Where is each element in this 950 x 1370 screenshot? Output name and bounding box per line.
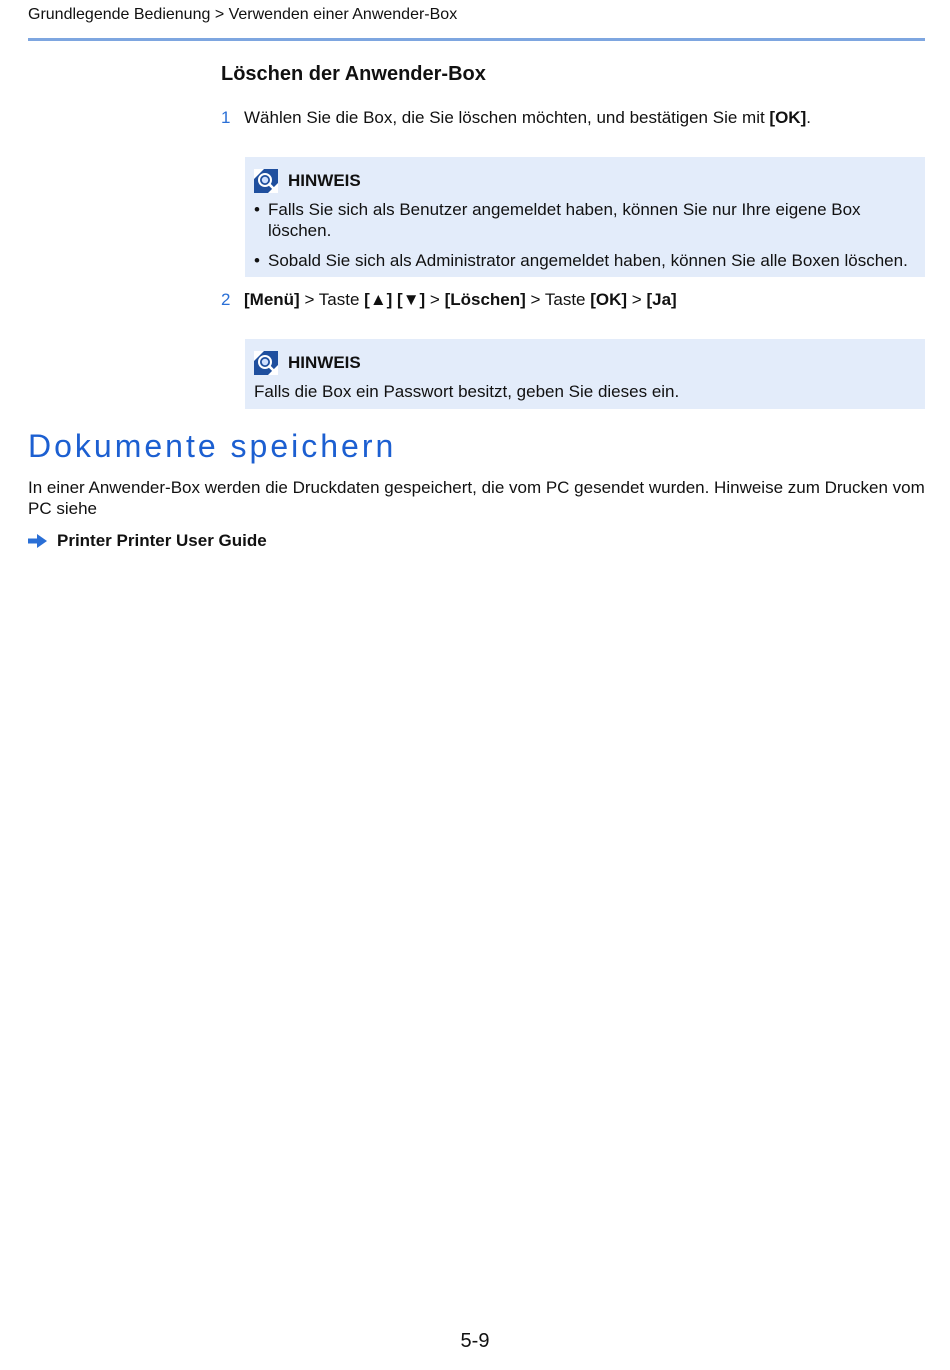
header-divider: [28, 38, 925, 41]
note-magnifier-icon: [254, 351, 278, 375]
reference-link[interactable]: [28, 531, 267, 551]
note-item: • Falls Sie sich als Benutzer angemeldet haben, können Sie nur Ihre eigene Box löschen.: [254, 199, 915, 241]
note-heading: [254, 351, 915, 375]
arrow-right-icon: [28, 534, 47, 548]
step-text: Wählen Sie die Box, die Sie löschen möchten, und bestätigen Sie mit: [244, 108, 770, 127]
section-title: Löschen der Anwender-Box: [221, 63, 486, 85]
step-text: > Taste: [299, 290, 365, 309]
reference-label: Printer Printer User Guide: [57, 531, 267, 550]
key-up: [▲]: [364, 290, 393, 309]
breadcrumb: Grundlegende Bedienung > Verwenden einer Anwender-Box: [28, 6, 458, 23]
note-item: • Sobald Sie sich als Administrator angemeldet haben, können Sie alle Boxen löschen.: [254, 250, 915, 271]
note-box: [245, 339, 925, 409]
note-magnifier-icon: [254, 169, 278, 193]
key-menu: [Menü]: [244, 290, 300, 309]
note-text: Falls die Box ein Passwort besitzt, geben Sie dieses ein.: [254, 382, 680, 401]
key-ok: [OK]: [590, 290, 628, 309]
step-1: [221, 108, 811, 128]
step-2: [221, 290, 677, 310]
key-delete: [Löschen]: [444, 290, 526, 309]
key-yes: [Ja]: [646, 290, 677, 309]
step-text: > Taste: [525, 290, 591, 309]
step-text: >: [425, 290, 445, 309]
note-list: [254, 199, 915, 271]
step-text-end: .: [806, 108, 811, 127]
step-number: 2: [221, 290, 231, 309]
page-number: 5-9: [460, 1330, 490, 1352]
chapter-title: Dokumente speichern: [28, 428, 397, 464]
note-heading: [254, 169, 915, 193]
step-number: 1: [221, 108, 231, 127]
key-ok: [OK]: [769, 108, 807, 127]
body-paragraph: In einer Anwender-Box werden die Druckdaten gespeichert, die vom PC gesendet wurden. Hinweise zum Drucken vom PC siehe: [28, 478, 925, 518]
key-down: [▼]: [397, 290, 426, 309]
note-box: [245, 157, 925, 277]
step-text: >: [627, 290, 647, 309]
note-label: HINWEIS: [288, 353, 361, 372]
note-label: HINWEIS: [288, 171, 361, 190]
